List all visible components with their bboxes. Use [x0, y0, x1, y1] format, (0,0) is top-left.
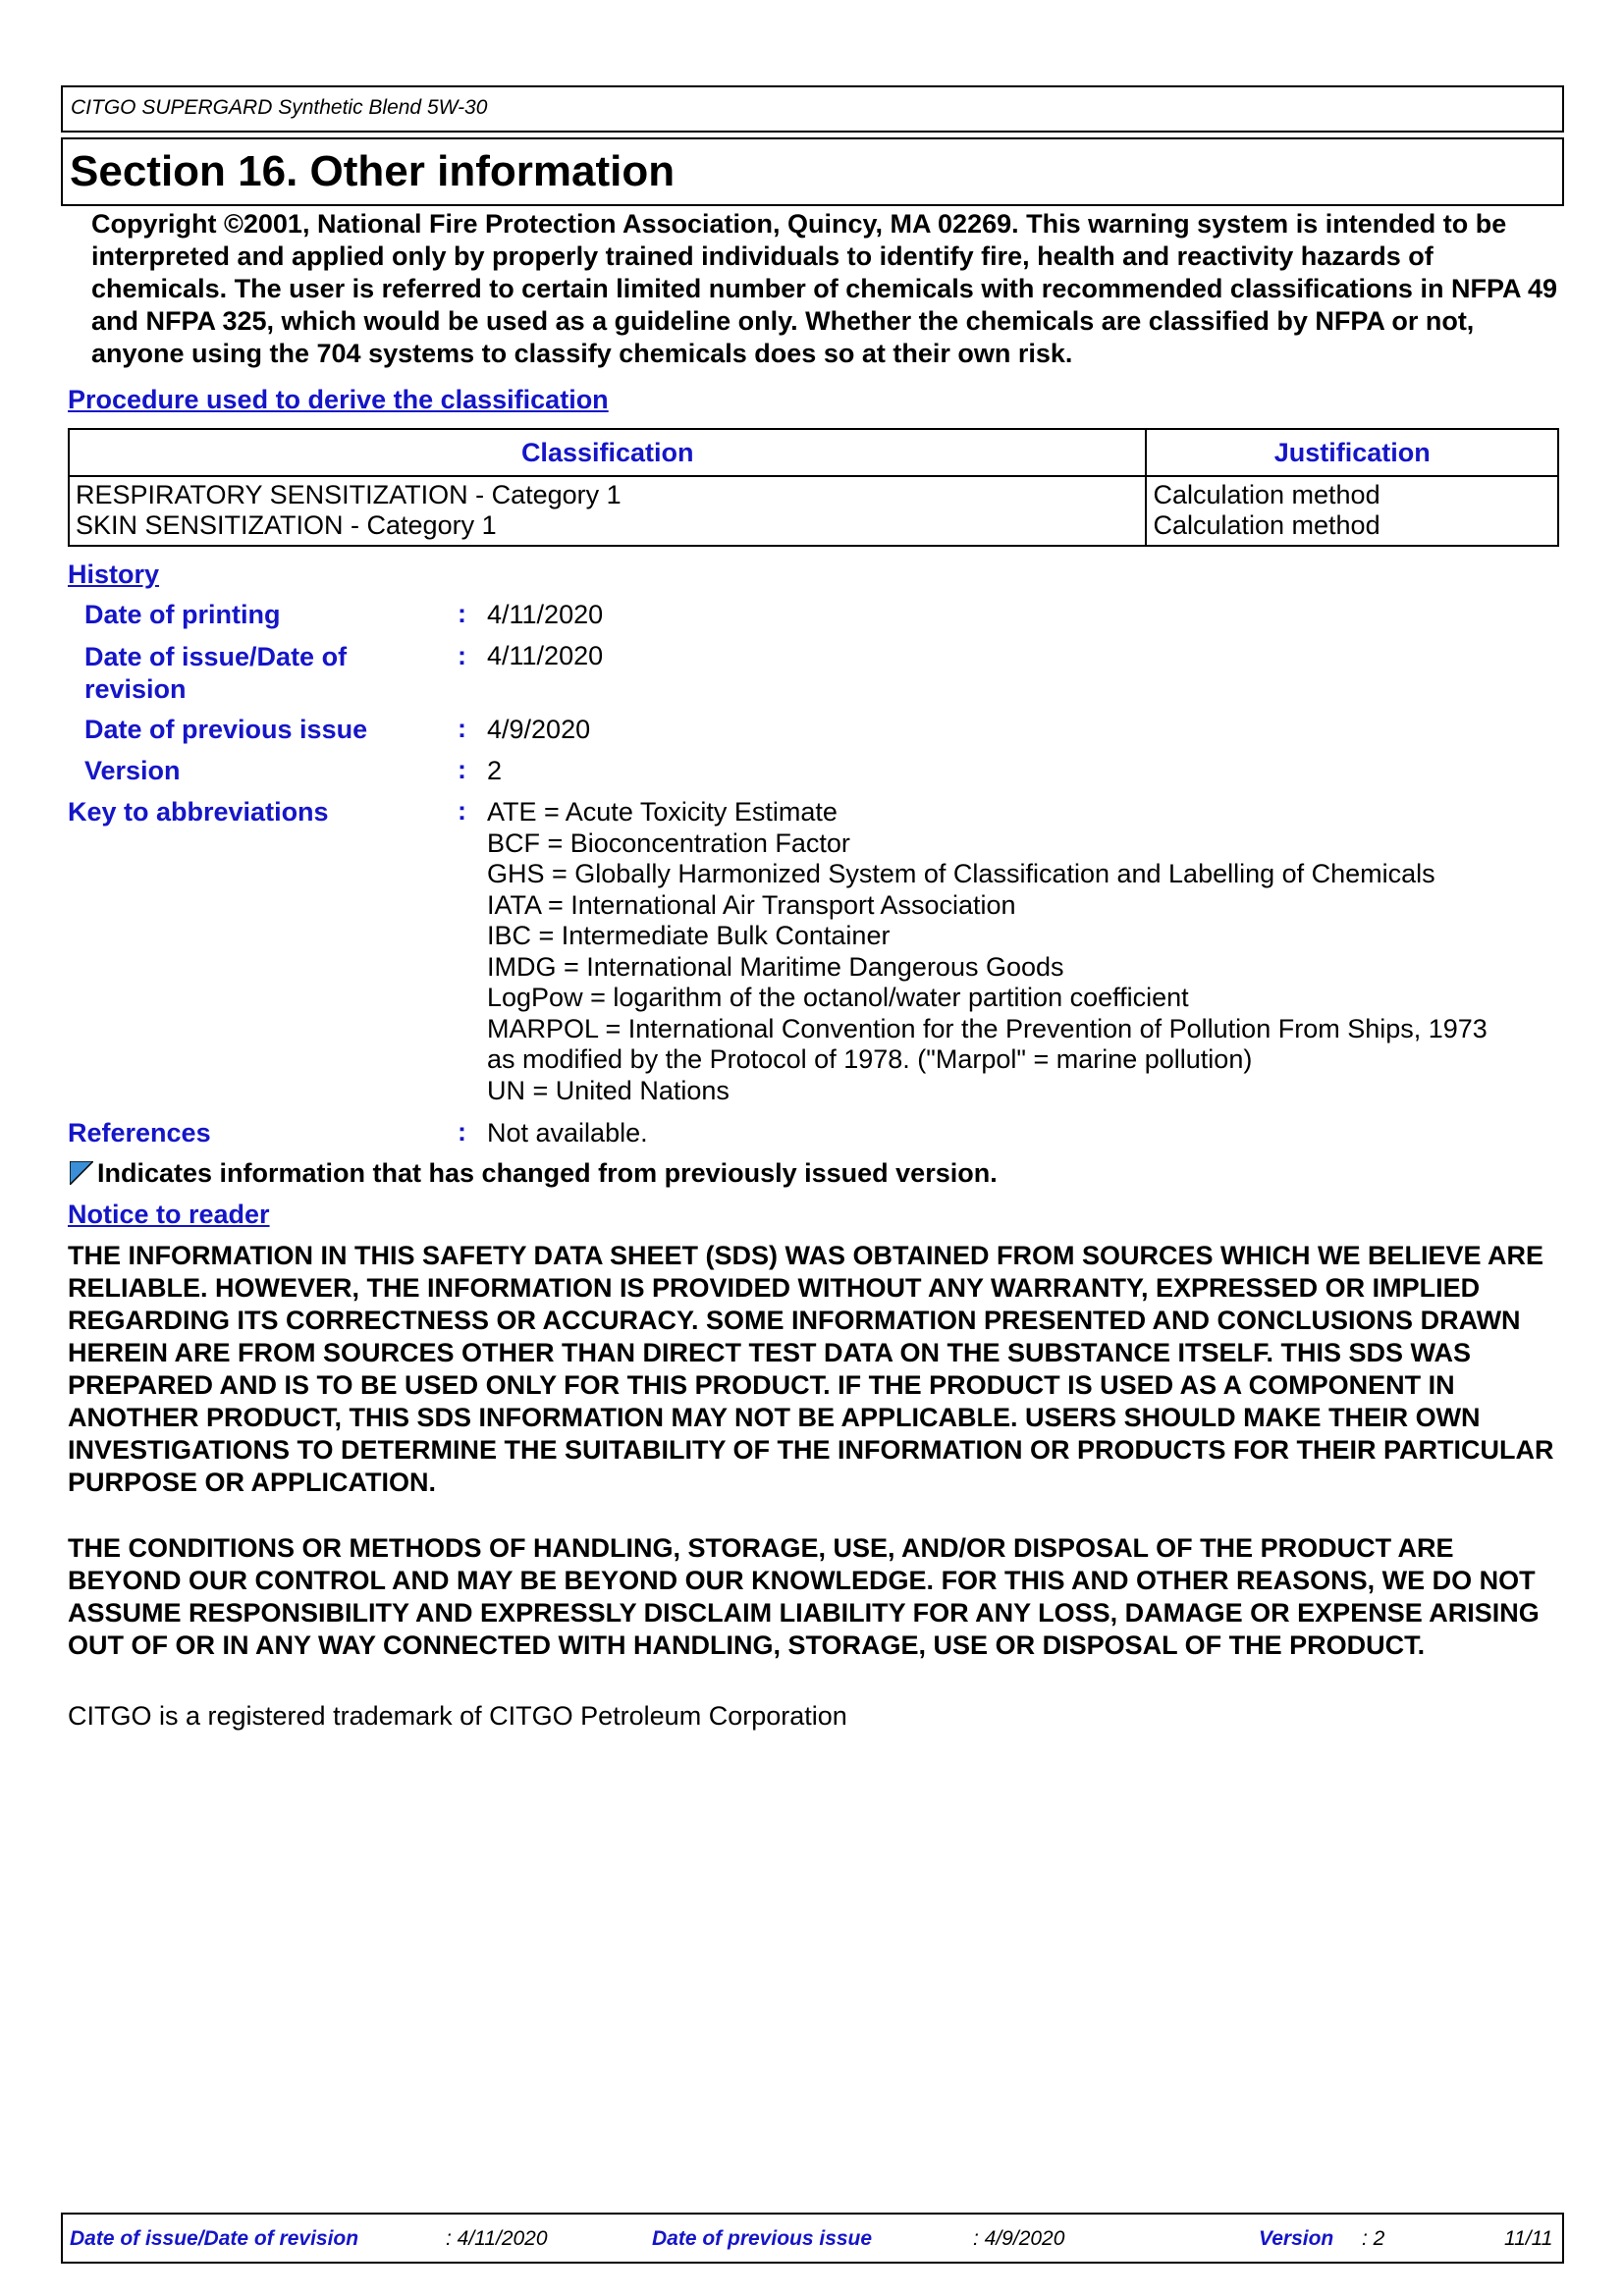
references-value: Not available.: [487, 1118, 648, 1148]
footer-page-number: 11/11: [1504, 2227, 1553, 2250]
classification-header: Classification: [69, 429, 1146, 476]
justification-cell: [1146, 476, 1558, 546]
history-heading-link[interactable]: History: [68, 560, 160, 589]
abbreviation-item: BCF = Bioconcentration Factor: [487, 828, 850, 858]
footer-issue-value: : 4/11/2020: [446, 2227, 548, 2250]
trademark-text: CITGO is a registered trademark of CITGO Petroleum Corporation: [68, 1701, 847, 1731]
date-of-previous-label: Date of previous issue: [84, 715, 368, 744]
page-footer: [61, 2213, 1564, 2264]
footer-previous-value: : 4/9/2020: [973, 2227, 1065, 2250]
date-of-issue-label-line1: Date of issue/Date of: [84, 642, 348, 671]
footer-issue-label: Date of issue/Date of revision: [70, 2227, 359, 2250]
date-of-printing-label: Date of printing: [84, 600, 281, 629]
abbreviation-item: GHS = Globally Harmonized System of Classification and Labelling of Chemicals: [487, 859, 1435, 888]
date-of-printing-value: 4/11/2020: [487, 600, 604, 629]
notice-paragraph-1: THE INFORMATION IN THIS SAFETY DATA SHEET (SDS) WAS OBTAINED FROM SOURCES WHICH WE BELIEVE ARE RELIABLE. HOWEVER, THE INFORMATION IS PROVIDED WITHOUT ANY WARRANTY, EXPRESSED OR IMPLIED REGARDING ITS CORRECTNESS OR ACCURACY. SOME INFORMATION PRESENTED AND CONCLUSIONS DRAWN HEREIN ARE FROM SOURCES OTHER THAN DIRECT TEST DATA ON THE SUBSTANCE ITSELF. THIS SDS WAS PREPARED AND IS TO BE USED ONLY FOR THIS PRODUCT. IF THE PRODUCT IS USED AS A COMPONENT IN ANOTHER PRODUCT, THIS SDS INFORMATION MAY NOT BE APPLICABLE. USERS SHOULD MAKE THEIR OWN INVESTIGATIONS TO DETERMINE THE SUITABILITY OF THE INFORMATION OR PRODUCTS FOR THEIR PARTICULAR PURPOSE OR APPLICATION.: [68, 1241, 1554, 1497]
abbreviation-item: IATA = International Air Transport Association: [487, 889, 1016, 920]
version-value: 2: [487, 756, 503, 785]
date-of-previous-value: 4/9/2020: [487, 715, 591, 744]
colon: :: [458, 1117, 466, 1147]
footer-version-label: Version: [1259, 2227, 1334, 2250]
header-product-box: [61, 85, 1564, 133]
references-label: References: [68, 1118, 211, 1148]
colon: :: [458, 755, 466, 784]
notice-heading-link[interactable]: Notice to reader: [68, 1200, 270, 1229]
classification-table: [68, 428, 1559, 547]
colon: :: [458, 796, 466, 826]
abbreviations-list: [487, 797, 1488, 1106]
abbreviation-item: MARPOL = International Convention for the Prevention of Pollution From Ships, 1973: [487, 1013, 1488, 1043]
abbreviation-item: IMDG = International Maritime Dangerous Goods: [487, 951, 1064, 982]
classification-cell: [69, 476, 1146, 546]
justification-header: Justification: [1146, 429, 1558, 476]
footer-previous-label: Date of previous issue: [652, 2227, 873, 2250]
abbreviations-label: Key to abbreviations: [68, 797, 329, 827]
abbreviation-item: ATE = Acute Toxicity Estimate: [487, 797, 838, 827]
classification-item: SKIN SENSITIZATION - Category 1: [76, 510, 497, 540]
product-name: CITGO SUPERGARD Synthetic Blend 5W-30: [71, 96, 488, 119]
procedure-heading-link[interactable]: Procedure used to derive the classification: [68, 385, 609, 414]
table-row: [69, 476, 1558, 546]
date-of-issue-value: 4/11/2020: [487, 641, 604, 670]
colon: :: [458, 714, 466, 743]
date-of-issue-label: [84, 641, 347, 706]
classification-item: RESPIRATORY SENSITIZATION - Category 1: [76, 480, 622, 509]
notice-paragraph-2: THE CONDITIONS OR METHODS OF HANDLING, STORAGE, USE, AND/OR DISPOSAL OF THE PRODUCT ARE BEYOND OUR CONTROL AND MAY BE BEYOND OUR KNOWLEDGE. FOR THIS AND OTHER REASONS, WE DO NOT ASSUME RESPONSIBILITY AND EXPRESSLY DISCLAIM LIABILITY FOR ANY LOSS, DAMAGE OR EXPENSE ARISING OUT OF OR IN ANY WAY CONNECTED WITH HANDLING, STORAGE, USE OR DISPOSAL OF THE PRODUCT.: [68, 1533, 1540, 1660]
abbreviation-item: LogPow = logarithm of the octanol/water partition coefficient: [487, 983, 1189, 1012]
changed-marker-icon: [70, 1161, 93, 1185]
justification-item: Calculation method: [1153, 510, 1380, 540]
footer-version-value: : 2: [1362, 2227, 1385, 2250]
version-label: Version: [84, 756, 181, 785]
date-of-issue-label-line2: revision: [84, 674, 187, 704]
changed-note: [70, 1158, 998, 1189]
justification-item: Calculation method: [1153, 480, 1380, 509]
changed-note-text: Indicates information that has changed from previously issued version.: [97, 1158, 998, 1188]
abbreviation-item: IBC = Intermediate Bulk Container: [487, 921, 891, 950]
colon: :: [458, 641, 466, 670]
section-title: Section 16. Other information: [70, 147, 676, 195]
abbreviation-item: UN = United Nations: [487, 1075, 730, 1105]
copyright-text: Copyright ©2001, National Fire Protection Association, Quincy, MA 02269. This warning system is intended to be interpreted and applied only by properly trained individuals to identify fire, health and reactivity hazards of chemicals. The user is referred to certain limited number of chemicals with recommended classifications in NFPA 49 and NFPA 325, which would be used as a guideline only. Whether the chemicals are classified by NFPA or not, anyone using the 704 systems to classify chemicals does so at their own risk.: [91, 209, 1557, 368]
section-title-box: [61, 137, 1564, 206]
abbreviation-item: as modified by the Protocol of 1978. ("Marpol" = marine pollution): [487, 1044, 1253, 1074]
table-header-row: [69, 429, 1558, 476]
colon: :: [458, 599, 466, 628]
